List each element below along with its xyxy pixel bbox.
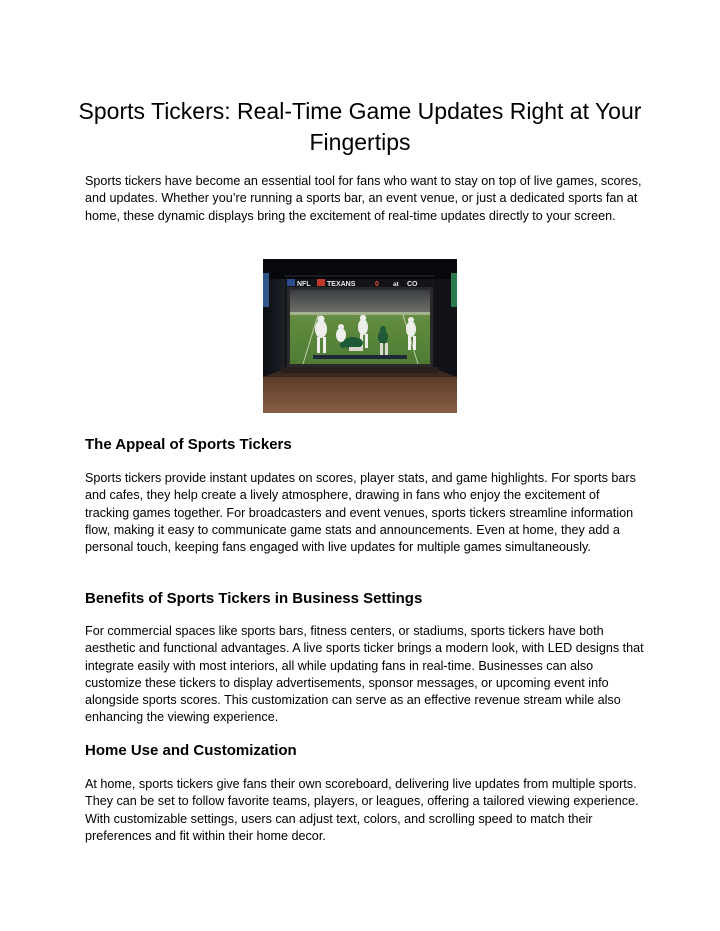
section-heading-appeal: The Appeal of Sports Tickers — [85, 436, 292, 453]
ticker-nfl: NFL — [297, 281, 311, 288]
section-body-business: For commercial spaces like sports bars, fitness centers, or stadiums, sports tickers have both aesthetic and functional advantages. A live sports ticker brings a modern look, with LED designs that integrate easily with most interiors, all while updating fans in real-time. Businesses can also customize these tickers to display advertisements, sponsor messages, or upcoming event info alongside sports scores. This customization can serve as an effective revenue stream while also enhancing the viewing experience. — [85, 624, 644, 725]
ticker-at: at — [393, 281, 399, 288]
section-heading-business: Benefits of Sports Tickers in Business Settings — [85, 590, 423, 607]
section-body-appeal: Sports tickers provide instant updates on scores, player stats, and game highlights. For sports bars and cafes, they help create a lively atmosphere, drawing in fans who enjoy the excitement of tracking games together. For broadcasters and event venues, sports tickers streamline information flow, making it easy to communicate game stats and announcements. Even at home, they add a personal touch, keeping fans engaged with live updates for multiple games simultaneously. — [85, 471, 636, 555]
section-heading-home: Home Use and Customization — [85, 742, 297, 759]
intro-paragraph: Sports tickers have become an essential tool for fans who want to stay on top of live games, scores, and updates. Whether you’re running a sports bar, an event venue, or just a dedicated sports fan at home, these dynamic displays bring the excitement of real-time updates directly to your screen. — [85, 174, 642, 223]
ticker-team: TEXANS — [327, 281, 356, 288]
home-theater-photo — [263, 259, 457, 413]
page-title: Sports Tickers: Real-Time Game Updates Right at Your Fingertips — [78, 98, 642, 155]
ticker-opponent: CO — [407, 281, 418, 288]
section-body-home: At home, sports tickers give fans their own scoreboard, delivering live updates from multiple sports. They can be set to follow favorite teams, players, or leagues, offering a tailored viewing experience. With customizable settings, users can adjust text, colors, and scrolling speed to match their preferences and fit within their home decor. — [85, 777, 639, 843]
ticker-score: 0 — [375, 281, 379, 288]
